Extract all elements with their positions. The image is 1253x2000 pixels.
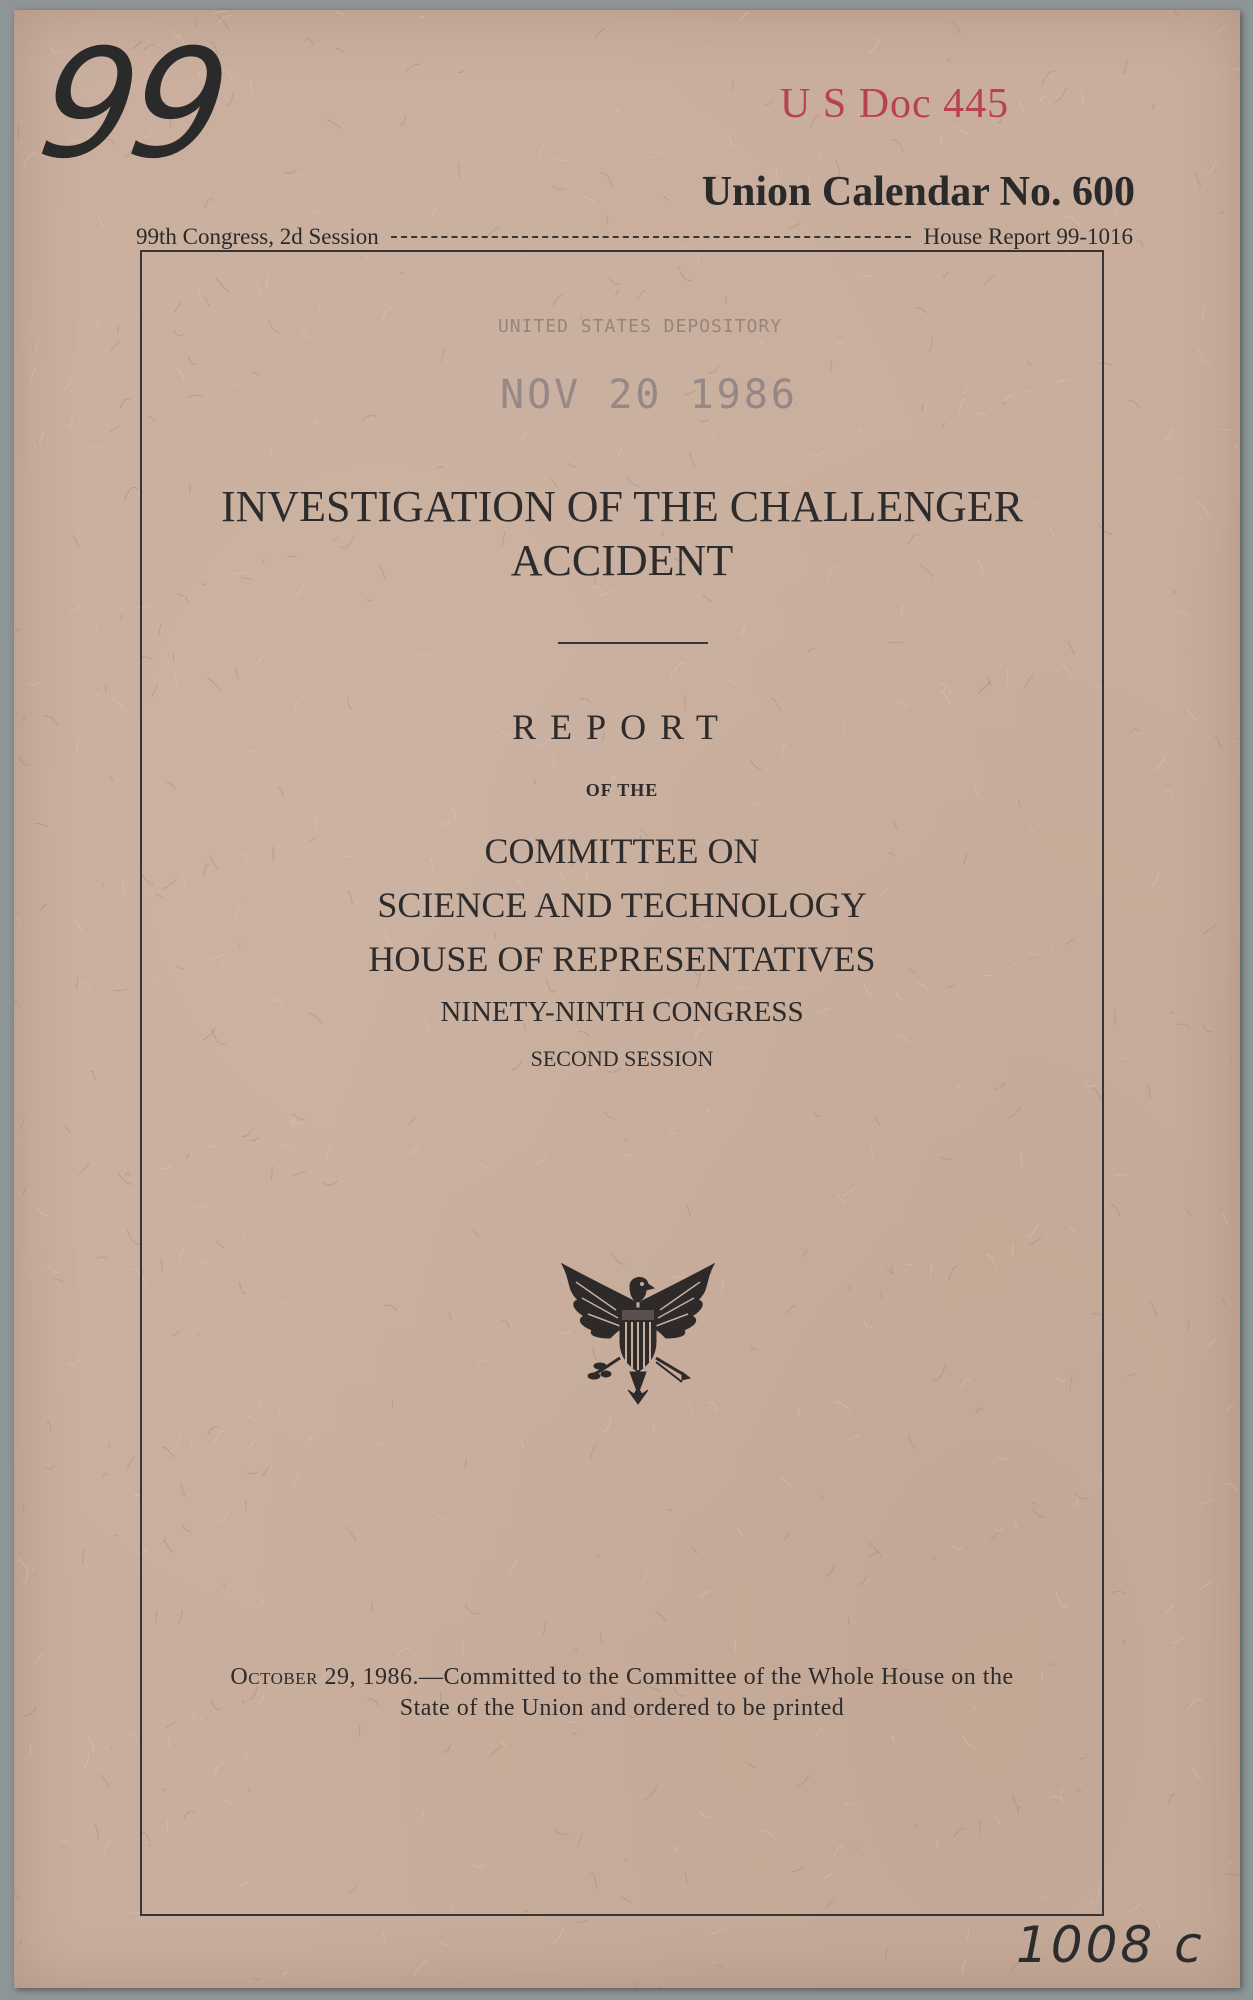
footer-date-month: October <box>230 1664 318 1690</box>
eagle-seal-icon <box>556 1262 720 1412</box>
footer-note <box>140 1662 1104 1724</box>
house-report-number: House Report 99-1016 <box>923 224 1133 249</box>
report-heading: REPORT <box>512 707 732 747</box>
committee-line-2: SCIENCE AND TECHNOLOGY <box>377 885 867 925</box>
congress-label: NINETY-NINTH CONGRESS <box>440 996 804 1028</box>
dashed-leader <box>391 236 912 238</box>
congress-session: 99th Congress, 2d Session <box>136 224 379 249</box>
committee-line-1: COMMITTEE ON <box>484 831 760 871</box>
footer-text: 29, 1986.—Committed to the Committee of the Whole House on the State of the Union and ordered to be printed <box>317 1664 1014 1721</box>
handwritten-number-bottom: 1008 c <box>1016 1916 1205 1974</box>
session-label: SECOND SESSION <box>530 1046 714 1071</box>
of-the-label: OF THE <box>585 780 659 800</box>
received-date-stamp: NOV 20 1986 <box>500 372 798 418</box>
depository-stamp-text: UNITED STATES DEPOSITORY <box>497 316 783 337</box>
title-line-1: INVESTIGATION OF THE CHALLENGER <box>220 482 1024 531</box>
committee-name <box>140 824 1104 986</box>
handwritten-number-top: 99 <box>29 18 234 192</box>
union-calendar-number: Union Calendar No. 600 <box>701 169 1135 215</box>
header-line <box>136 222 1133 252</box>
title-line-2: ACCIDENT <box>510 536 734 585</box>
title-divider <box>558 642 708 644</box>
document-title <box>140 480 1104 588</box>
library-stamp: U S Doc 445 <box>780 81 1010 127</box>
committee-line-3: HOUSE OF REPRESENTATIVES <box>368 939 876 979</box>
